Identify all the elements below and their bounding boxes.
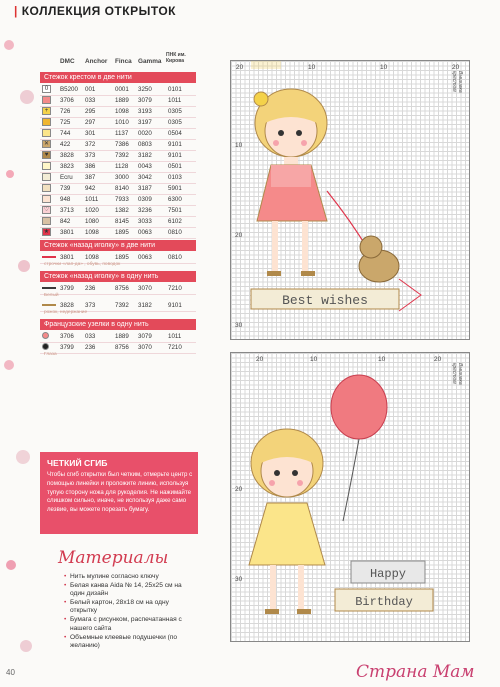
thread-code: 3193 [138,108,152,115]
banner-tail [399,279,421,311]
thread-code: 8756 [115,344,129,351]
thread-code: 3799 [60,344,74,351]
materials-item: • Бумага с рисунком, распечатанная с нашего сайта [64,616,194,632]
cross-stitch-chart-best-wishes [230,60,470,340]
red-balloon [331,375,387,439]
col-gamma: Gamma [138,58,162,65]
flower-dot [18,260,30,272]
balloon-string [343,439,359,521]
thread-code: 3197 [138,119,152,126]
thread-code: 301 [85,130,96,137]
thread-code: 7386 [115,141,129,148]
thread-code: 3033 [138,218,152,225]
thread-swatch [42,343,49,350]
chart2-tick-top-10b: 10 [378,356,386,363]
thread-swatch: ★ [43,229,50,235]
thread-code: 3000 [115,174,129,181]
thread-code: 0043 [138,163,152,170]
thread-swatch [42,184,51,192]
thread-code: 0020 [138,130,152,137]
thread-code: 726 [60,108,71,115]
chart1-tick-top-10b: 10 [380,64,388,71]
thread-code: 3823 [60,163,74,170]
thread-swatch [42,217,51,225]
chart1-tick-top-20a: 20 [236,64,244,71]
cross-stitch-chart-happy-birthday [230,352,470,642]
thread-code: 739 [60,185,71,192]
thread-code: 297 [85,119,96,126]
materials-item: • Объемные клеевые подушечки (по желанию) [64,634,194,650]
thread-swatch [42,332,49,339]
chart2-figure [231,353,469,641]
thread-code: 373 [85,152,96,159]
thread-code: 3187 [138,185,152,192]
thread-swatch [42,304,56,306]
section-cross-stitch: Стежок крестом в две нити [40,72,196,83]
thread-code: 725 [60,119,71,126]
thread-code: 0803 [138,141,152,148]
thread-code: 3182 [138,302,152,309]
thread-code: 0063 [138,254,152,261]
thread-code: 0309 [138,196,152,203]
thread-code: 942 [85,185,96,192]
shoe-left [265,609,279,614]
chart2-tick-left-20: 20 [235,486,243,493]
banner-happy-text: Happy [369,567,407,581]
thread-code: 1011 [85,196,99,203]
thread-code: 0103 [168,174,182,181]
thread-note: рожок, недержание [44,310,88,315]
shoe-right [297,609,311,614]
thread-swatch [42,118,51,126]
girl-cheek-right [297,480,303,486]
thread-code: 7501 [168,207,182,214]
thread-code: 7933 [115,196,129,203]
chart1-tick-left-10: 10 [235,142,243,149]
tip-card [40,452,198,534]
thread-code: 3706 [60,333,74,340]
chart1-tick-left-30: 30 [235,322,243,329]
girl-cheek-left [269,480,275,486]
thread-code: 1889 [115,333,129,340]
thread-code: 0504 [168,130,182,137]
section-backstitch-one: Стежок «назад иголку» в одну нить [40,271,196,282]
floral-border [0,0,44,687]
thread-code: 1895 [115,229,129,236]
col-pnk: ПНК им. Кирова [166,52,186,64]
chart1-tick-left-20: 20 [235,232,243,239]
thread-code: 9101 [168,302,182,309]
thread-code: 422 [60,141,71,148]
thread-code: 9101 [168,152,182,159]
materials-item: • Белый картон, 28х18 см на одну открытку [64,599,194,615]
thread-code: 3706 [60,97,74,104]
key-row [40,342,196,354]
thread-code: 1137 [115,130,129,137]
thread-swatch: 0 [42,85,51,93]
thread-code: 7392 [115,302,129,309]
key-row [40,283,196,295]
chart1-figure [231,61,469,339]
thread-code: 236 [85,285,96,292]
thread-code: 387 [85,174,96,181]
chart2-brand: Вышивка крестом [451,363,463,385]
yellow-dress [249,503,325,565]
girl-cheek-left [273,140,279,146]
section-french-knots: Французские узелки в одну нить [40,319,196,330]
thread-code: 3713 [60,207,74,214]
materials-item: • Белая канва Aida № 14, 25х25 см на один дизайн [64,582,194,598]
page-header [14,4,176,18]
materials-list [64,573,194,651]
thread-code: 033 [85,333,96,340]
thread-code: 1382 [115,207,129,214]
thread-code: 3236 [138,207,152,214]
dog-head [360,236,382,258]
thread-code: 7210 [168,344,182,351]
thread-code: 3799 [60,285,74,292]
thread-code: 3801 [60,229,74,236]
thread-note: строчки «лап-да» , обувь, поводок [44,262,121,267]
thread-code: 9101 [168,141,182,148]
col-finca: Finca [115,58,132,65]
site-watermark: Страна Мам [356,662,475,682]
color-key [40,42,196,462]
col-dmc: DMC [60,58,75,65]
chart1-tick-top-20b: 20 [452,64,460,71]
thread-code: 3079 [138,333,152,340]
thread-code: 3182 [138,152,152,159]
thread-code: 1080 [85,218,99,225]
girl-eye-right [296,130,302,136]
thread-swatch: + [42,107,51,115]
thread-code: 744 [60,130,71,137]
thread-code: 0305 [168,119,182,126]
thread-code: Ecru [60,174,73,181]
thread-code: 1098 [115,108,129,115]
thread-code: 1011 [168,97,182,104]
thread-code: 8145 [115,218,129,225]
flower-dot [20,640,32,652]
thread-code: 001 [85,86,96,93]
thread-code: 6102 [168,218,182,225]
thread-code: 0101 [168,86,182,93]
page-number: 40 [6,668,15,677]
thread-code: 7392 [115,152,129,159]
thread-swatch [42,287,56,289]
dress-bodice [271,165,311,187]
thread-code: 842 [60,218,71,225]
thread-code: 0063 [138,229,152,236]
thread-swatch [42,162,51,170]
thread-swatch [42,96,51,104]
key-row [40,227,196,239]
tip-body: Чтобы сгиб открытки был четким, отмерьте центр с помощью линейки и проложите линию, используя тупую сторону ножа для рукоделия. Не нажимайте слишком сильно, иначе, не используя даже само лезвие, вы можете порезать бумагу. [47,471,193,514]
thread-swatch [42,195,51,203]
thread-code: 8756 [115,285,129,292]
thread-code: 5901 [168,185,182,192]
thread-code: 1889 [115,97,129,104]
thread-code: 373 [85,302,96,309]
thread-code: 3070 [138,344,152,351]
thread-note: Белый [44,293,59,298]
thread-code: 3828 [60,152,74,159]
hair-flower [254,92,268,106]
thread-code: 236 [85,344,96,351]
thread-swatch [42,129,51,137]
materials-item: • Нить мулине согласно ключу [64,573,194,581]
girl-eye-left [278,130,284,136]
shoe-left [267,271,281,276]
thread-code: 372 [85,141,96,148]
thread-code: 0810 [168,229,182,236]
banner-birthday-text: Birthday [355,595,413,609]
thread-code: 3079 [138,97,152,104]
flower-dot [4,40,14,50]
chart2-tick-left-30: 30 [235,576,243,583]
thread-code: 1020 [85,207,99,214]
thread-swatch [42,256,56,258]
thread-swatch: ✕ [43,141,50,147]
flower-dot [6,170,14,178]
chart2-tick-top-20a: 20 [256,356,264,363]
header-marker: | [14,4,22,18]
page-title: КОЛЛЕКЦИЯ ОТКРЫТОК [21,4,177,18]
thread-code: 948 [60,196,71,203]
thread-swatch: ♥ [42,151,51,159]
thread-code: 3801 [60,254,74,261]
girl-neck [284,157,298,165]
thread-code: 1098 [85,229,99,236]
key-column-headers [40,52,196,72]
col-anchor: Anchor [85,58,108,65]
thread-code: 033 [85,97,96,104]
girl-eye-left [274,470,280,476]
chart2-tick-top-20b: 20 [434,356,442,363]
thread-code: 1128 [115,163,129,170]
thread-code: 3042 [138,174,152,181]
thread-note: Глаза [44,352,57,357]
section-backstitch-two: Стежок «назад иголку» в две нити [40,240,196,251]
flower-dot [6,560,16,570]
chart1-tick-top-10a: 10 [308,64,316,71]
chart2-tick-top-10a: 10 [310,356,318,363]
thread-code: 8140 [115,185,129,192]
flower-dot [16,450,30,464]
thread-code: 386 [85,163,96,170]
thread-code: 1895 [115,254,129,261]
thread-code: 3250 [138,86,152,93]
thread-code: 0305 [168,108,182,115]
banner-text: Best wishes [282,293,368,308]
thread-code: B5200 [60,86,78,93]
chart1-top-edge [251,61,281,69]
thread-code: 6300 [168,196,182,203]
chart1-brand: Вышивка крестом [451,71,463,93]
thread-swatch [42,173,51,181]
shoe-right [301,271,315,276]
thread-code: 295 [85,108,96,115]
flower-dot [4,360,14,370]
thread-code: 0001 [115,86,129,93]
thread-code: 0501 [168,163,182,170]
thread-code: 0810 [168,254,182,261]
thread-code: 1098 [85,254,99,261]
thread-code: 1011 [168,333,182,340]
thread-code: 1010 [115,119,129,126]
girl-eye-right [292,470,298,476]
thread-code: 3828 [60,302,74,309]
materials-title: Материалы [58,548,169,568]
thread-code: 3070 [138,285,152,292]
thread-swatch: ♡ [43,207,50,213]
girl-cheek-right [301,140,307,146]
flower-dot [20,90,34,104]
thread-code: 7210 [168,285,182,292]
tip-title: ЧЕТКИЙ СГИБ [47,458,108,468]
